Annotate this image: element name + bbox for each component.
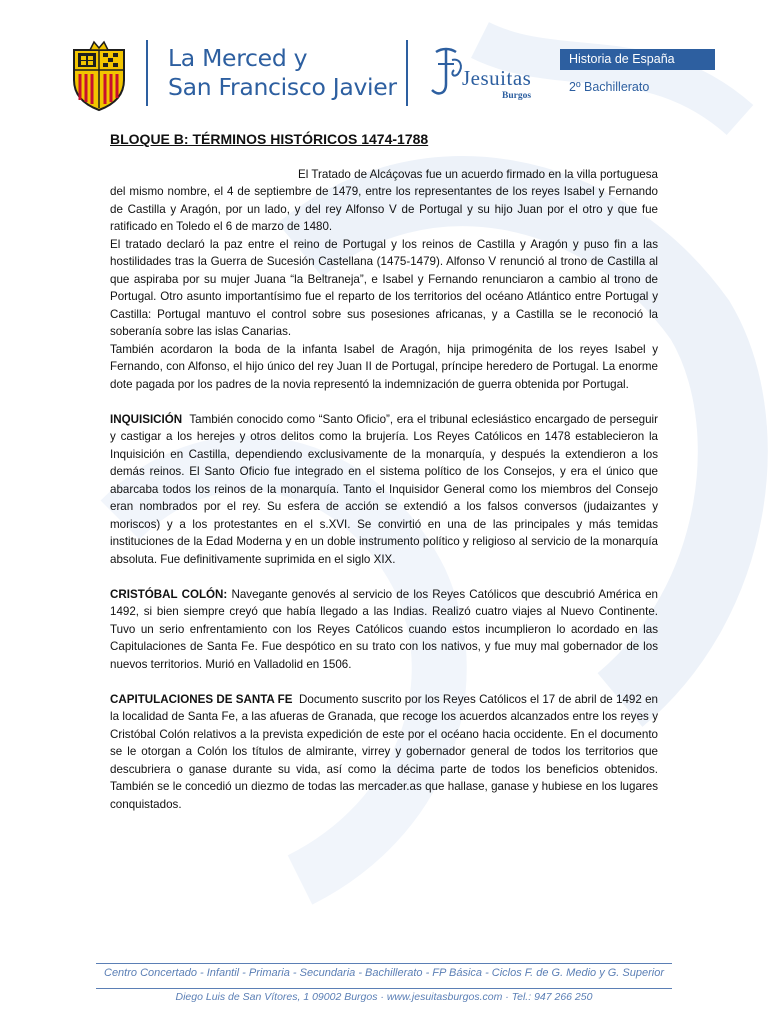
footer-rule [96,963,672,964]
subject-badge [560,49,715,70]
school-name-line2: San Francisco Javier [168,73,397,101]
document-body [110,131,658,813]
term-text: Documento suscrito por los Reyes Católicos el 17 de abril de 1492 en la localidad de Santa Fe, a las afueras de Granada, que recoge los acuerdos alcanzados entre los reyes y Cristóbal Colón relativos a la prevista expedición de este por el océano hacia occidente. En el documento se le otorgan a Colón los títulos de almirante, virrey y gobernador general de todos los territorios que descubriera o ganase durante su vida, así como la décima parte de todos los beneficios obtenidos. También se le concedió un diezmo de todas las mercader.as que hallase, ganase y hubiese en los lugares conquistados. [110,692,658,811]
entry-inquisicion [110,411,658,569]
subject-label: Historia de España [569,52,675,66]
paragraph: El tratado declaró la paz entre el reino de Portugal y los reinos de Castilla y Aragón y puso fin a las hostilidades tras la Guerra de Sucesión Castellana (1475-1479). Alfonso V renunció al trono de Castilla al que aspiraba por su mujer Juana “la Beltraneja”, e Isabel y Fernando renunciaron a cambio al trono de Portugal. Otro asunto importantísimo fue el reparto de los territorios del océano Atlántico entre Portugal y Castilla: Portugal mantuvo el control sobre sus posesiones africanas, y a Castilla se le reconoció la soberanía sobre las islas Canarias. [110,237,658,338]
term-heading: CAPITULACIONES DE SANTA FE [110,692,293,706]
school-name [168,44,397,102]
document-title: BLOQUE B: TÉRMINOS HISTÓRICOS 1474-1788 [110,131,429,147]
jesuitas-city: Burgos [502,91,532,101]
jesuitas-wordmark: Jesuitas [462,66,532,90]
entry-colon [110,586,658,674]
term-text: Navegante genovés al servicio de los Reyes Católicos que descubrió América en 1492, si bien siempre creyó que había llegado a las Indias. Realizó cuatro viajes al Nuevo Continente. Tuvo un serio enfrentamiento con los Reyes Católicos cuando estos incumplieron lo acordado en las Capitulaciones de Santa Fe. Fue despótico en su trato con los nativos, y fue muy mal gobernador de los nuevos territorios. Murió en Valladolid en 1506. [110,587,658,671]
term-heading: CRISTÓBAL COLÓN: [110,587,228,601]
footer-levels: Centro Concertado - Infantil - Primaria - Secundaria - Bachillerato - FP Básica - Ciclos F. de G. Medio y G. Superior [104,967,664,979]
paragraph: También acordaron la boda de la infanta Isabel de Aragón, hija primogénita de los reyes Isabel y Fernando, con Alfonso, el hijo único del rey Juan II de Portugal, príncipe heredero de Portugal. La enorme dote pagada por los padres de la novia representó la indemnización de guerra obtenida por Portugal. [110,342,658,391]
entry-capitulaciones [110,691,658,814]
school-name-line1: La Merced y [168,44,308,72]
header-divider [146,40,148,106]
school-crest-icon [70,40,128,112]
footer-contact: Diego Luis de San Vítores, 1 09002 Burgos · www.jesuitasburgos.com · Tel.: 947 266 250 [175,991,593,1003]
term-heading: INQUISICIÓN [110,412,183,426]
footer-rule [96,988,672,989]
course-label: 2º Bachillerato [569,80,650,94]
term-text: También conocido como “Santo Oficio”, era el tribunal eclesiástico encargado de perseguir y castigar a los herejes y otros delitos como la brujería. Los Reyes Católicos en 1478 establecieron la Inquisición en Castilla, dependiendo exclusivamente de la monarquía, y después la extendieron a los demás reinos. El Santo Oficio fue integrado en el sistema político de los Consejos, y era el único que abarcaba todos los reinos de la monarquía. Tanto el Inquisidor General como los miembros del Consejo eran nombrados por el rey. Su esfera de acción se extendió a los falsos conversos (judaizantes y moriscos) y a los protestantes en el s.XVI. Se convirtió en una de las principales y más temidas instituciones de la Edad Moderna y en un doble instrumento político y religioso al servicio de la monarquía absoluta. Fue definitivamente suprimida en el siglo XIX. [110,412,658,566]
header-divider [406,40,408,106]
paragraph: El Tratado de Alcáçovas fue un acuerdo firmado en la villa portuguesa del mismo nombre, el 4 de septiembre de 1479, entre los representantes de los reyes Isabel y Fernando de Castilla y Aragón, por un lado, y del rey Alfonso V de Portugal y su hijo Juan por el otro y que fue ratificado en Toledo el 6 de marzo de 1480. [110,167,658,233]
page-header [0,0,768,120]
